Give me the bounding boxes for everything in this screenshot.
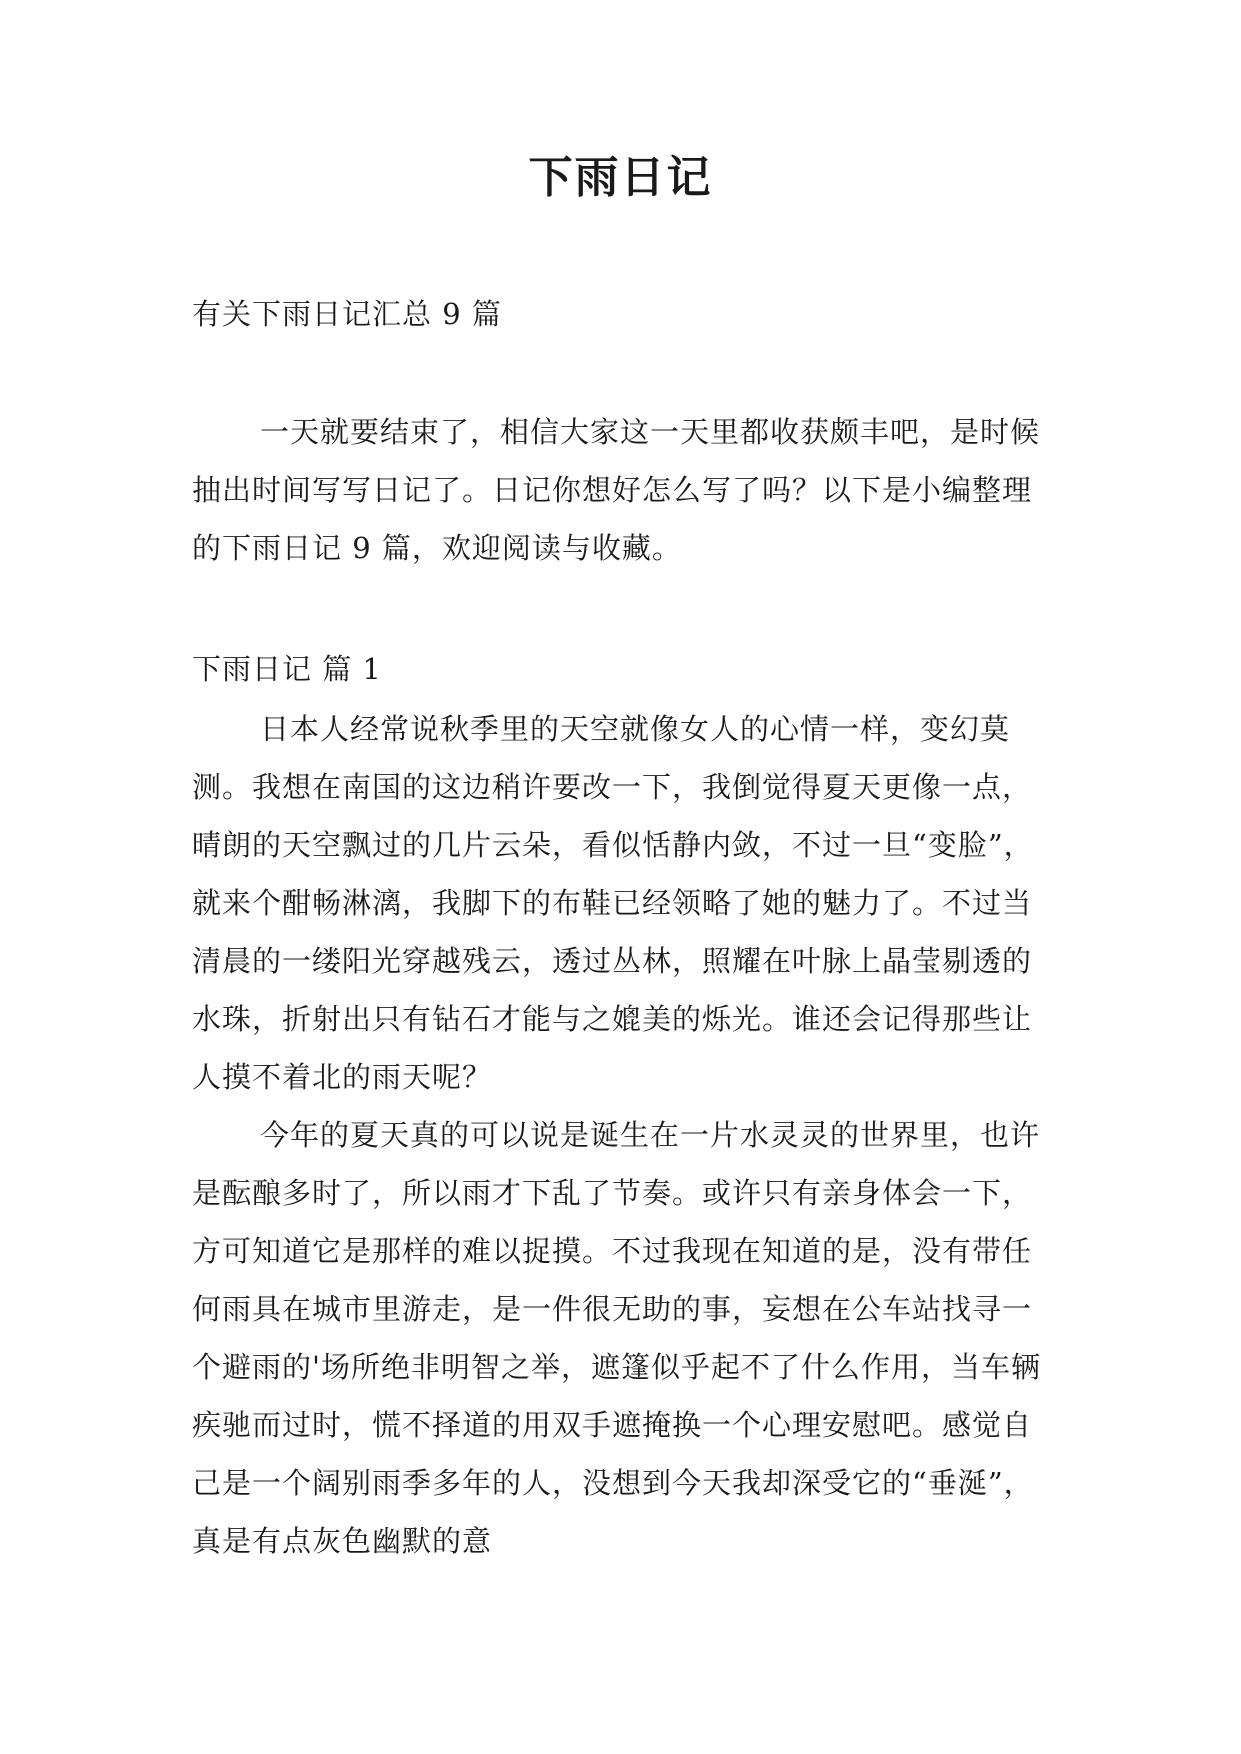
intro-paragraph: 一天就要结束了，相信大家这一天里都收获颇丰吧，是时候抽出时间写写日记了。日记你想好怎么写了吗？以下是小编整理的下雨日记 9 篇，欢迎阅读与收藏。 xyxy=(192,415,1041,565)
body-paragraph-1: 日本人经常说秋季里的天空就像女人的心情一样，变幻莫测。我想在南国的这边稍许要改一下，我倒觉得夏天更像一点，晴朗的天空飘过的几片云朵，看似恬静内敛，不过一旦“变脸”，就来个酣畅淋漓，我脚下的布鞋已经领略了她的魅力了。不过当清晨的一缕阳光穿越残云，透过丛林，照耀在叶脉上晶莹剔透的水珠，折射出只有钻石才能与之媲美的烁光。谁还会记得那些让人摸不着北的雨天呢？ xyxy=(192,712,1034,1094)
document-subtitle: 有关下雨日记汇总 9 篇 xyxy=(192,297,502,331)
body-paragraph-2: 今年的夏天真的可以说是诞生在一片水灵灵的世界里，也许是酝酿多时了，所以雨才下乱了节奏。或许只有亲身体会一下，方可知道它是那样的难以捉摸。不过我现在知道的是，没有带任何雨具在城市里游走，是一件很无助的事，妄想在公车站找寻一个避雨的'场所绝非明智之举，遮篷似乎起不了什么作用，当车辆疾驰而过时，慌不择道的用双手遮掩换一个心理安慰吧。感觉自己是一个阔别雨季多年的人，没想到今天我却深受它的“垂涎”，真是有点灰色幽默的意 xyxy=(192,1118,1041,1558)
section-heading: 下雨日记 篇 1 xyxy=(192,652,382,686)
document-title: 下雨日记 xyxy=(528,152,713,203)
